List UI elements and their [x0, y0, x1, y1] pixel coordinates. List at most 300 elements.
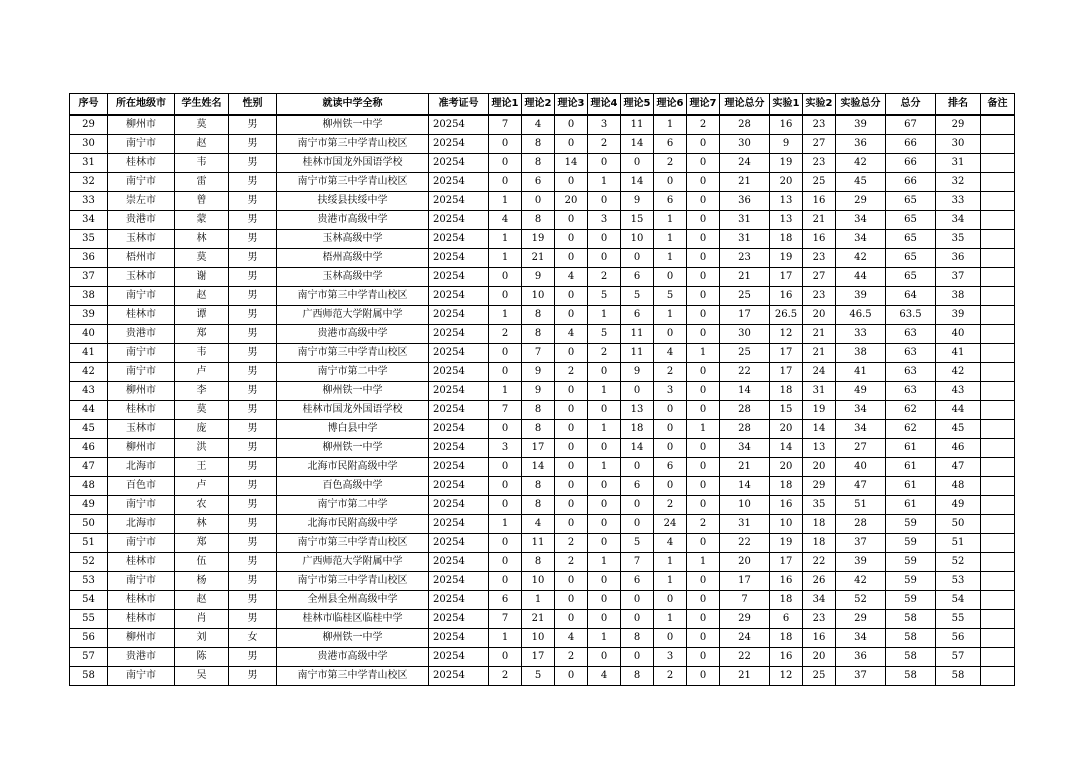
cell-index: 41 [70, 344, 108, 363]
cell-gender: 男 [229, 534, 277, 553]
cell-rank: 38 [936, 287, 981, 306]
cell-theory-6: 0 [654, 591, 687, 610]
cell-lab-1: 16 [770, 287, 803, 306]
cell-theory-3: 0 [555, 610, 588, 629]
cell-lab-1: 18 [770, 629, 803, 648]
cell-theory-5: 9 [621, 192, 654, 211]
cell-theory-4: 0 [588, 192, 621, 211]
cell-total: 64 [886, 287, 936, 306]
table-row [70, 553, 1015, 572]
cell-theory-6: 6 [654, 458, 687, 477]
cell-theory-5: 14 [621, 439, 654, 458]
cell-gender: 男 [229, 420, 277, 439]
cell-gender: 男 [229, 268, 277, 287]
cell-total: 66 [886, 154, 936, 173]
cell-theory-3: 0 [555, 173, 588, 192]
cell-index: 35 [70, 230, 108, 249]
cell-theory-7: 0 [687, 211, 720, 230]
cell-theory-2: 8 [522, 154, 555, 173]
cell-theory-4: 1 [588, 420, 621, 439]
cell-remarks [981, 572, 1015, 591]
table-row [70, 287, 1015, 306]
header-col-school: 就读中学全称 [277, 94, 429, 116]
cell-lab-total: 34 [836, 401, 886, 420]
cell-lab-1: 16 [770, 496, 803, 515]
cell-student-name: 赵 [175, 287, 229, 306]
cell-index: 48 [70, 477, 108, 496]
cell-exam-id: 20254 [429, 610, 489, 629]
cell-school: 玉林高级中学 [277, 230, 429, 249]
cell-city: 桂林市 [108, 401, 175, 420]
table-row [70, 230, 1015, 249]
cell-theory-total: 28 [720, 115, 770, 135]
cell-theory-6: 1 [654, 306, 687, 325]
cell-theory-1: 7 [489, 401, 522, 420]
cell-theory-2: 8 [522, 420, 555, 439]
cell-student-name: 韦 [175, 154, 229, 173]
cell-theory-1: 4 [489, 211, 522, 230]
cell-theory-2: 8 [522, 401, 555, 420]
cell-rank: 47 [936, 458, 981, 477]
cell-theory-total: 7 [720, 591, 770, 610]
cell-remarks [981, 496, 1015, 515]
cell-gender: 男 [229, 382, 277, 401]
cell-theory-3: 2 [555, 363, 588, 382]
cell-remarks [981, 268, 1015, 287]
cell-student-name: 王 [175, 458, 229, 477]
cell-theory-1: 0 [489, 458, 522, 477]
cell-student-name: 郑 [175, 325, 229, 344]
cell-theory-2: 8 [522, 477, 555, 496]
cell-lab-1: 16 [770, 115, 803, 135]
cell-exam-id: 20254 [429, 268, 489, 287]
cell-theory-6: 2 [654, 154, 687, 173]
cell-lab-1: 12 [770, 667, 803, 686]
cell-remarks [981, 135, 1015, 154]
cell-theory-3: 20 [555, 192, 588, 211]
cell-theory-5: 6 [621, 268, 654, 287]
cell-theory-3: 4 [555, 325, 588, 344]
cell-lab-2: 26 [803, 572, 836, 591]
cell-city: 崇左市 [108, 192, 175, 211]
cell-theory-1: 0 [489, 363, 522, 382]
cell-theory-3: 0 [555, 135, 588, 154]
cell-exam-id: 20254 [429, 477, 489, 496]
cell-student-name: 庞 [175, 420, 229, 439]
cell-theory-2: 4 [522, 515, 555, 534]
cell-rank: 49 [936, 496, 981, 515]
cell-index: 42 [70, 363, 108, 382]
cell-student-name: 洪 [175, 439, 229, 458]
cell-city: 南宁市 [108, 667, 175, 686]
cell-city: 玉林市 [108, 268, 175, 287]
cell-total: 59 [886, 553, 936, 572]
cell-theory-7: 0 [687, 401, 720, 420]
cell-city: 柳州市 [108, 629, 175, 648]
cell-theory-7: 0 [687, 591, 720, 610]
cell-theory-7: 0 [687, 648, 720, 667]
cell-theory-4: 0 [588, 401, 621, 420]
table-row [70, 458, 1015, 477]
cell-theory-4: 3 [588, 211, 621, 230]
cell-theory-5: 0 [621, 382, 654, 401]
table-row [70, 401, 1015, 420]
cell-exam-id: 20254 [429, 344, 489, 363]
cell-theory-total: 28 [720, 420, 770, 439]
cell-theory-total: 31 [720, 230, 770, 249]
cell-lab-1: 20 [770, 173, 803, 192]
cell-theory-1: 0 [489, 173, 522, 192]
cell-lab-total: 34 [836, 420, 886, 439]
cell-lab-2: 21 [803, 211, 836, 230]
cell-gender: 男 [229, 439, 277, 458]
cell-theory-2: 17 [522, 648, 555, 667]
header-row [70, 94, 1015, 116]
cell-theory-4: 1 [588, 553, 621, 572]
cell-lab-1: 18 [770, 230, 803, 249]
cell-exam-id: 20254 [429, 648, 489, 667]
cell-school: 贵港市高级中学 [277, 648, 429, 667]
cell-theory-2: 1 [522, 591, 555, 610]
table-row [70, 249, 1015, 268]
table-body [70, 115, 1015, 686]
cell-theory-2: 21 [522, 610, 555, 629]
cell-index: 33 [70, 192, 108, 211]
cell-theory-7: 1 [687, 344, 720, 363]
cell-theory-1: 6 [489, 591, 522, 610]
cell-school: 南宁市第二中学 [277, 363, 429, 382]
cell-lab-2: 18 [803, 534, 836, 553]
cell-lab-total: 33 [836, 325, 886, 344]
cell-theory-5: 5 [621, 534, 654, 553]
cell-theory-3: 0 [555, 211, 588, 230]
cell-theory-6: 0 [654, 268, 687, 287]
header-col-total: 总分 [886, 94, 936, 116]
cell-rank: 36 [936, 249, 981, 268]
cell-school: 桂林市国龙外国语学校 [277, 154, 429, 173]
cell-theory-2: 8 [522, 306, 555, 325]
cell-exam-id: 20254 [429, 591, 489, 610]
cell-school: 南宁市第三中学青山校区 [277, 572, 429, 591]
cell-lab-1: 15 [770, 401, 803, 420]
cell-theory-3: 0 [555, 667, 588, 686]
cell-theory-3: 0 [555, 477, 588, 496]
cell-total: 61 [886, 439, 936, 458]
cell-lab-total: 44 [836, 268, 886, 287]
cell-theory-7: 0 [687, 135, 720, 154]
cell-theory-4: 0 [588, 249, 621, 268]
cell-remarks [981, 629, 1015, 648]
cell-lab-2: 13 [803, 439, 836, 458]
cell-theory-5: 8 [621, 667, 654, 686]
cell-exam-id: 20254 [429, 439, 489, 458]
cell-city: 柳州市 [108, 115, 175, 135]
cell-school: 南宁市第三中学青山校区 [277, 667, 429, 686]
cell-index: 31 [70, 154, 108, 173]
cell-index: 57 [70, 648, 108, 667]
cell-exam-id: 20254 [429, 458, 489, 477]
cell-total: 63.5 [886, 306, 936, 325]
cell-theory-1: 1 [489, 230, 522, 249]
cell-remarks [981, 115, 1015, 135]
cell-theory-7: 2 [687, 515, 720, 534]
cell-rank: 48 [936, 477, 981, 496]
cell-lab-total: 39 [836, 287, 886, 306]
cell-theory-3: 0 [555, 420, 588, 439]
cell-city: 南宁市 [108, 173, 175, 192]
cell-lab-2: 29 [803, 477, 836, 496]
cell-lab-1: 6 [770, 610, 803, 629]
cell-theory-total: 29 [720, 610, 770, 629]
header-col-theory-total: 理论总分 [720, 94, 770, 116]
cell-remarks [981, 287, 1015, 306]
cell-city: 柳州市 [108, 382, 175, 401]
cell-theory-7: 0 [687, 363, 720, 382]
cell-total: 65 [886, 211, 936, 230]
cell-gender: 男 [229, 135, 277, 154]
cell-lab-total: 49 [836, 382, 886, 401]
cell-school: 南宁市第二中学 [277, 496, 429, 515]
cell-theory-3: 0 [555, 401, 588, 420]
cell-index: 39 [70, 306, 108, 325]
cell-theory-4: 0 [588, 648, 621, 667]
cell-total: 63 [886, 344, 936, 363]
cell-theory-5: 0 [621, 249, 654, 268]
cell-theory-5: 11 [621, 325, 654, 344]
cell-lab-2: 23 [803, 287, 836, 306]
cell-theory-1: 0 [489, 287, 522, 306]
cell-gender: 男 [229, 477, 277, 496]
cell-rank: 41 [936, 344, 981, 363]
cell-theory-4: 0 [588, 439, 621, 458]
cell-exam-id: 20254 [429, 154, 489, 173]
cell-school: 南宁市第三中学青山校区 [277, 173, 429, 192]
cell-student-name: 赵 [175, 591, 229, 610]
cell-lab-2: 23 [803, 154, 836, 173]
cell-student-name: 刘 [175, 629, 229, 648]
cell-lab-total: 47 [836, 477, 886, 496]
cell-remarks [981, 192, 1015, 211]
cell-theory-5: 6 [621, 306, 654, 325]
cell-theory-6: 1 [654, 230, 687, 249]
cell-total: 58 [886, 648, 936, 667]
cell-theory-3: 0 [555, 572, 588, 591]
cell-city: 玉林市 [108, 420, 175, 439]
cell-theory-7: 0 [687, 610, 720, 629]
table-row [70, 610, 1015, 629]
table-row [70, 382, 1015, 401]
cell-rank: 58 [936, 667, 981, 686]
cell-city: 桂林市 [108, 591, 175, 610]
cell-student-name: 农 [175, 496, 229, 515]
cell-theory-2: 8 [522, 135, 555, 154]
cell-city: 贵港市 [108, 648, 175, 667]
cell-total: 59 [886, 515, 936, 534]
cell-rank: 57 [936, 648, 981, 667]
header-col-lab-1: 实验1 [770, 94, 803, 116]
cell-lab-total: 34 [836, 230, 886, 249]
cell-theory-1: 1 [489, 382, 522, 401]
cell-theory-2: 17 [522, 439, 555, 458]
cell-lab-2: 21 [803, 344, 836, 363]
cell-theory-3: 14 [555, 154, 588, 173]
cell-theory-3: 0 [555, 439, 588, 458]
cell-exam-id: 20254 [429, 553, 489, 572]
cell-theory-total: 31 [720, 211, 770, 230]
cell-exam-id: 20254 [429, 173, 489, 192]
cell-theory-5: 11 [621, 344, 654, 363]
header-col-theory-7: 理论7 [687, 94, 720, 116]
cell-theory-1: 0 [489, 268, 522, 287]
cell-lab-2: 27 [803, 135, 836, 154]
cell-index: 47 [70, 458, 108, 477]
header-col-theory-1: 理论1 [489, 94, 522, 116]
cell-remarks [981, 458, 1015, 477]
cell-theory-6: 3 [654, 648, 687, 667]
cell-lab-2: 14 [803, 420, 836, 439]
cell-lab-1: 18 [770, 591, 803, 610]
cell-rank: 37 [936, 268, 981, 287]
table-row [70, 591, 1015, 610]
cell-lab-1: 17 [770, 268, 803, 287]
cell-theory-2: 8 [522, 496, 555, 515]
cell-rank: 55 [936, 610, 981, 629]
cell-theory-2: 14 [522, 458, 555, 477]
cell-gender: 女 [229, 629, 277, 648]
cell-school: 广西师范大学附属中学 [277, 553, 429, 572]
cell-lab-total: 51 [836, 496, 886, 515]
cell-remarks [981, 648, 1015, 667]
header-col-student-name: 学生姓名 [175, 94, 229, 116]
cell-city: 桂林市 [108, 553, 175, 572]
cell-city: 柳州市 [108, 439, 175, 458]
cell-lab-total: 28 [836, 515, 886, 534]
cell-index: 49 [70, 496, 108, 515]
cell-theory-3: 2 [555, 534, 588, 553]
cell-theory-6: 1 [654, 572, 687, 591]
cell-remarks [981, 230, 1015, 249]
cell-total: 66 [886, 135, 936, 154]
cell-total: 58 [886, 610, 936, 629]
cell-exam-id: 20254 [429, 115, 489, 135]
cell-index: 56 [70, 629, 108, 648]
cell-theory-6: 2 [654, 496, 687, 515]
cell-theory-total: 21 [720, 173, 770, 192]
cell-theory-2: 11 [522, 534, 555, 553]
cell-lab-2: 20 [803, 306, 836, 325]
cell-theory-total: 23 [720, 249, 770, 268]
table-row [70, 667, 1015, 686]
cell-theory-5: 0 [621, 154, 654, 173]
cell-theory-1: 0 [489, 648, 522, 667]
cell-city: 北海市 [108, 458, 175, 477]
cell-exam-id: 20254 [429, 306, 489, 325]
cell-theory-total: 17 [720, 572, 770, 591]
cell-theory-total: 14 [720, 382, 770, 401]
cell-rank: 45 [936, 420, 981, 439]
cell-school: 柳州铁一中学 [277, 115, 429, 135]
cell-total: 65 [886, 268, 936, 287]
cell-theory-4: 0 [588, 515, 621, 534]
cell-theory-7: 0 [687, 667, 720, 686]
cell-theory-6: 5 [654, 287, 687, 306]
cell-school: 贵港市高级中学 [277, 325, 429, 344]
cell-school: 广西师范大学附属中学 [277, 306, 429, 325]
cell-theory-total: 30 [720, 135, 770, 154]
cell-student-name: 莫 [175, 249, 229, 268]
cell-lab-1: 9 [770, 135, 803, 154]
cell-theory-1: 0 [489, 135, 522, 154]
cell-theory-2: 7 [522, 344, 555, 363]
cell-theory-5: 11 [621, 115, 654, 135]
cell-theory-6: 0 [654, 401, 687, 420]
cell-rank: 40 [936, 325, 981, 344]
cell-remarks [981, 591, 1015, 610]
cell-city: 桂林市 [108, 306, 175, 325]
cell-theory-4: 1 [588, 173, 621, 192]
cell-remarks [981, 173, 1015, 192]
table-row [70, 192, 1015, 211]
cell-theory-7: 2 [687, 115, 720, 135]
cell-rank: 35 [936, 230, 981, 249]
cell-theory-7: 0 [687, 439, 720, 458]
cell-remarks [981, 363, 1015, 382]
cell-theory-5: 0 [621, 648, 654, 667]
cell-exam-id: 20254 [429, 572, 489, 591]
cell-theory-2: 8 [522, 211, 555, 230]
cell-rank: 31 [936, 154, 981, 173]
cell-lab-2: 27 [803, 268, 836, 287]
table-row [70, 477, 1015, 496]
cell-index: 52 [70, 553, 108, 572]
cell-lab-total: 29 [836, 192, 886, 211]
cell-theory-4: 0 [588, 477, 621, 496]
cell-gender: 男 [229, 553, 277, 572]
cell-theory-4: 1 [588, 306, 621, 325]
cell-gender: 男 [229, 211, 277, 230]
table-row [70, 572, 1015, 591]
cell-school: 北海市民附高级中学 [277, 458, 429, 477]
cell-gender: 男 [229, 287, 277, 306]
cell-student-name: 卢 [175, 363, 229, 382]
cell-student-name: 李 [175, 382, 229, 401]
cell-lab-2: 34 [803, 591, 836, 610]
cell-student-name: 蒙 [175, 211, 229, 230]
cell-city: 南宁市 [108, 534, 175, 553]
cell-theory-3: 4 [555, 268, 588, 287]
cell-lab-total: 39 [836, 115, 886, 135]
cell-lab-1: 17 [770, 553, 803, 572]
cell-index: 37 [70, 268, 108, 287]
table-row [70, 154, 1015, 173]
header-col-exam-id: 准考证号 [429, 94, 489, 116]
cell-school: 梧州高级中学 [277, 249, 429, 268]
cell-lab-total: 37 [836, 534, 886, 553]
header-col-lab-total: 实验总分 [836, 94, 886, 116]
table-row [70, 306, 1015, 325]
cell-remarks [981, 401, 1015, 420]
cell-theory-total: 36 [720, 192, 770, 211]
cell-lab-total: 40 [836, 458, 886, 477]
cell-theory-1: 3 [489, 439, 522, 458]
cell-theory-2: 8 [522, 553, 555, 572]
table-row [70, 496, 1015, 515]
header-col-remarks: 备注 [981, 94, 1015, 116]
cell-theory-1: 7 [489, 610, 522, 629]
cell-theory-3: 0 [555, 496, 588, 515]
cell-student-name: 卢 [175, 477, 229, 496]
cell-theory-6: 4 [654, 534, 687, 553]
